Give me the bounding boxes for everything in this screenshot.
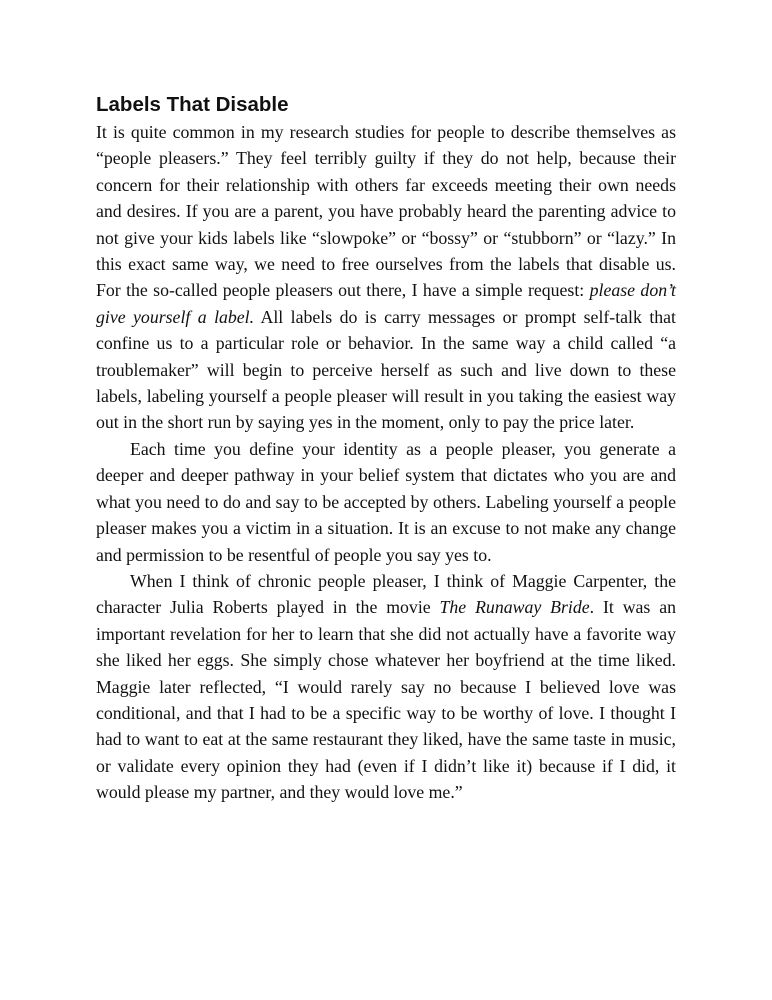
paragraph-1-italic-request: please don’t give yourself a label. [96,280,676,327]
paragraph-3 [96,568,676,806]
paragraph-2: Each time you define your identity as a people pleaser, you generate a deeper and deeper pathway in your belief system that dictates who you are and what you need to do and say to be accepted by others. Labeling yourself a people pleaser makes you a victim in a situation. It is an excuse to not make any change and permission to be resentful of people you say yes to. [96,438,676,565]
movie-title: The Runaway Bride [439,597,590,618]
paragraph-1 [96,119,676,436]
paragraph-3-text-start: When I think of chronic people pleaser, I think of Maggie Carpenter, the character Julia Roberts played in the movie [96,570,676,618]
paragraph-1-text-start: It is quite common in my research studies for people to describe themselves as “people pleasers.” They feel terribly guilty if they do not help, because their concern for their relationship with others far exceeds meeting their own needs and desires. If you are a parent, you have probably heard the parenting advice to not give your kids labels like “slowpoke” or “bossy” or “stubborn” or “lazy.” In this exact same way, we need to free ourselves from the labels that disable us. For the so-called people pleasers out there, I have a simple request: [96,122,676,301]
paragraph-3-text-end: . It was an important revelation for her to learn that she did not actually have a favorite way she liked her eggs. She simply chose whatever her boyfriend at the time liked. Maggie later reflected, “I would rarely say no because I believed love was conditional, and that I had to be a specific way to be worthy of love. I thought I had to want to eat at the same restaurant they liked, have the same taste in music, or validate every opinion they had (even if I didn’t like it) because if I did, it would please my partner, and they would love me.” [96,597,676,803]
paragraph-1-text-end: All labels do is carry messages or prompt self-talk that confine us to a particular role or behavior. In the same way a child called “a troublemaker” will begin to perceive herself as such and live down to these labels, labeling yourself a people pleaser will result in you taking the easiest way out in the short run by saying yes in the moment, only to pay the price later. [96,306,676,433]
document-page [96,92,676,806]
section-heading: Labels That Disable [96,93,289,116]
